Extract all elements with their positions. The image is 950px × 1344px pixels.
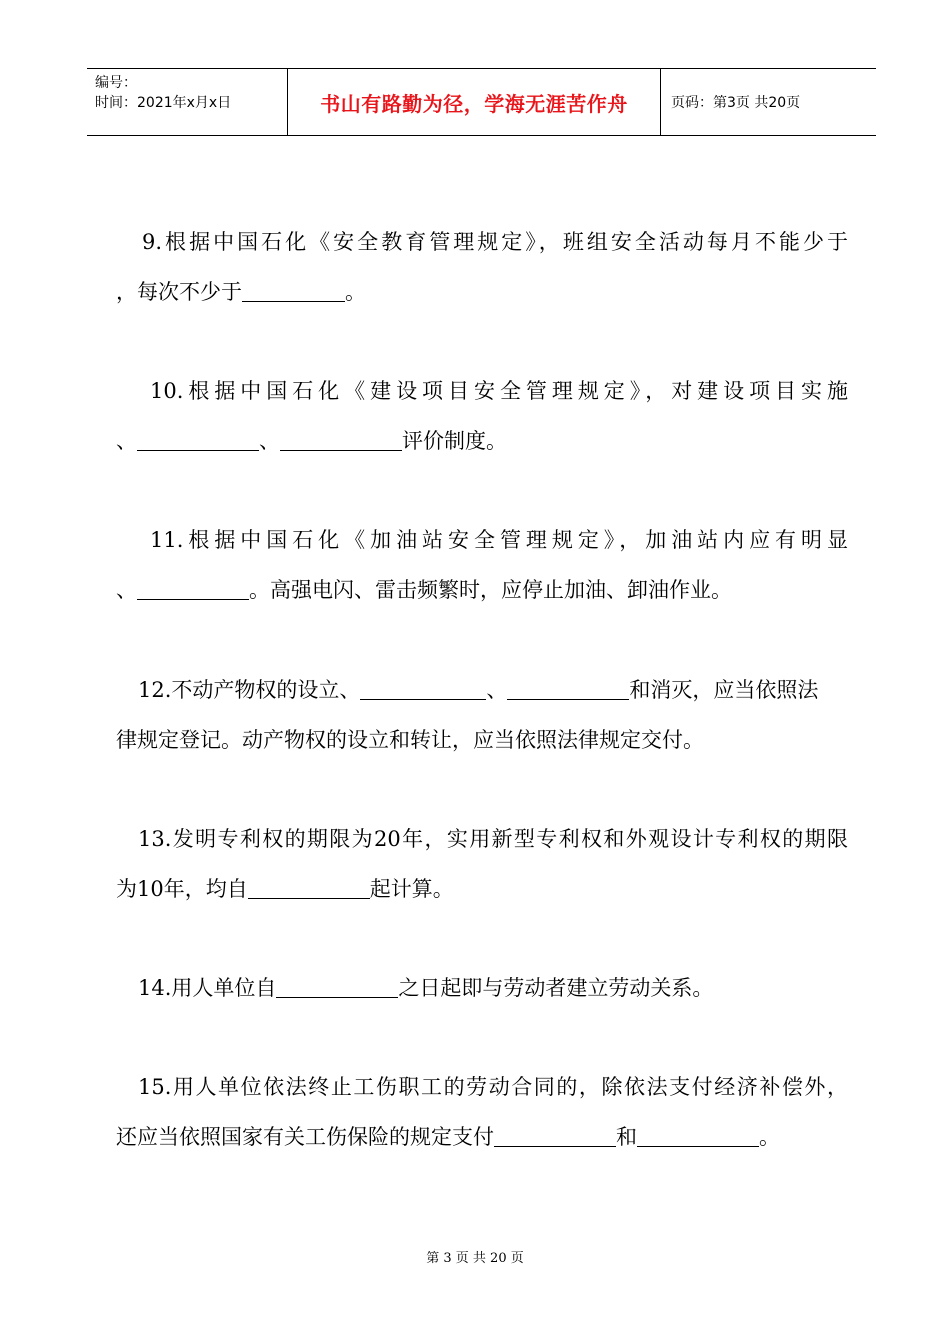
- question-11-line1: 11.根据中国石化《加油站安全管理规定》，加油站内应有明显: [150, 528, 848, 552]
- question-11-line2: [116, 565, 848, 615]
- question-14-line1: [116, 963, 848, 1013]
- question-9-line1: 9.根据中国石化《安全教育管理规定》，班组安全活动每月不能少于: [142, 230, 848, 254]
- answer-blank[interactable]: [137, 569, 249, 600]
- answer-blank[interactable]: [137, 420, 259, 451]
- question-9-text-b: 。: [345, 280, 366, 304]
- question-12-text-b: 、: [486, 678, 508, 702]
- question-13-line1: 13.发明专利权的期限为20年，实用新型专利权和外观设计专利权的期限: [138, 827, 848, 851]
- question-9: [116, 217, 848, 317]
- question-11: [116, 515, 848, 615]
- question-10: [116, 366, 848, 466]
- question-15-text-c: 。: [759, 1125, 780, 1149]
- question-15-text-b: 和: [616, 1125, 637, 1149]
- question-11-text-a: 、: [116, 578, 137, 602]
- question-10-text-b: 、: [259, 429, 280, 453]
- question-14-text-a: 14.用人单位自: [138, 976, 277, 1000]
- question-15-text-a: 还应当依照国家有关工伤保险的规定支付: [116, 1125, 494, 1149]
- header-meta: [87, 69, 288, 135]
- answer-blank[interactable]: [494, 1116, 616, 1147]
- page-header: [87, 68, 876, 136]
- motto-text: 书山有路勤为径，学海无涯苦作舟: [320, 91, 628, 116]
- answer-blank[interactable]: [637, 1116, 759, 1147]
- answer-blank[interactable]: [276, 967, 398, 998]
- question-12-text-c: 和消灭，应当依照法: [629, 678, 819, 702]
- question-10-text-c: 评价制度。: [402, 429, 507, 453]
- question-15-line1: 15.用人单位依法终止工伤职工的劳动合同的，除依法支付经济补偿外，: [138, 1075, 848, 1099]
- page-footer: 第 3 页 共 20 页: [426, 1251, 524, 1266]
- question-10-text-a: 、: [116, 429, 137, 453]
- header-motto-cell: [287, 69, 661, 135]
- question-12-line1: [116, 665, 848, 715]
- answer-blank[interactable]: [507, 669, 629, 700]
- question-13-text-b: 起计算。: [369, 877, 454, 901]
- question-10-line2: [116, 416, 848, 466]
- question-14: [116, 963, 848, 1013]
- question-15-line2: [116, 1112, 848, 1162]
- answer-blank[interactable]: [248, 868, 370, 899]
- header-page-info-cell: [661, 69, 876, 135]
- answer-blank[interactable]: [280, 420, 402, 451]
- question-12-text-a: 12.不动产物权的设立、: [138, 678, 361, 702]
- question-12-line2: 律规定登记。动产物权的设立和转让，应当依照法律规定交付。: [116, 728, 704, 752]
- question-13: [116, 814, 848, 914]
- question-11-text-b: 。高强电闪、雷击频繁时，应停止加油、卸油作业。: [249, 578, 732, 602]
- question-15: [116, 1062, 848, 1162]
- question-10-line1: 10.根据中国石化《建设项目安全管理规定》，对建设项目实施: [150, 379, 848, 403]
- question-9-line2: [116, 267, 848, 317]
- answer-blank[interactable]: [242, 271, 345, 302]
- question-13-text-a: 为10年，均自: [116, 877, 248, 901]
- number-label: 编号：: [95, 75, 137, 91]
- page-info: 页码：第3页 共20页: [671, 95, 801, 111]
- time-label: 时间：2021年x月x日: [95, 95, 232, 111]
- question-12: [116, 665, 848, 765]
- answer-blank[interactable]: [360, 669, 486, 700]
- question-14-text-b: 之日起即与劳动者建立劳动关系。: [398, 976, 714, 1000]
- question-13-line2: [116, 864, 848, 914]
- question-9-text-a: ，每次不少于: [116, 280, 242, 304]
